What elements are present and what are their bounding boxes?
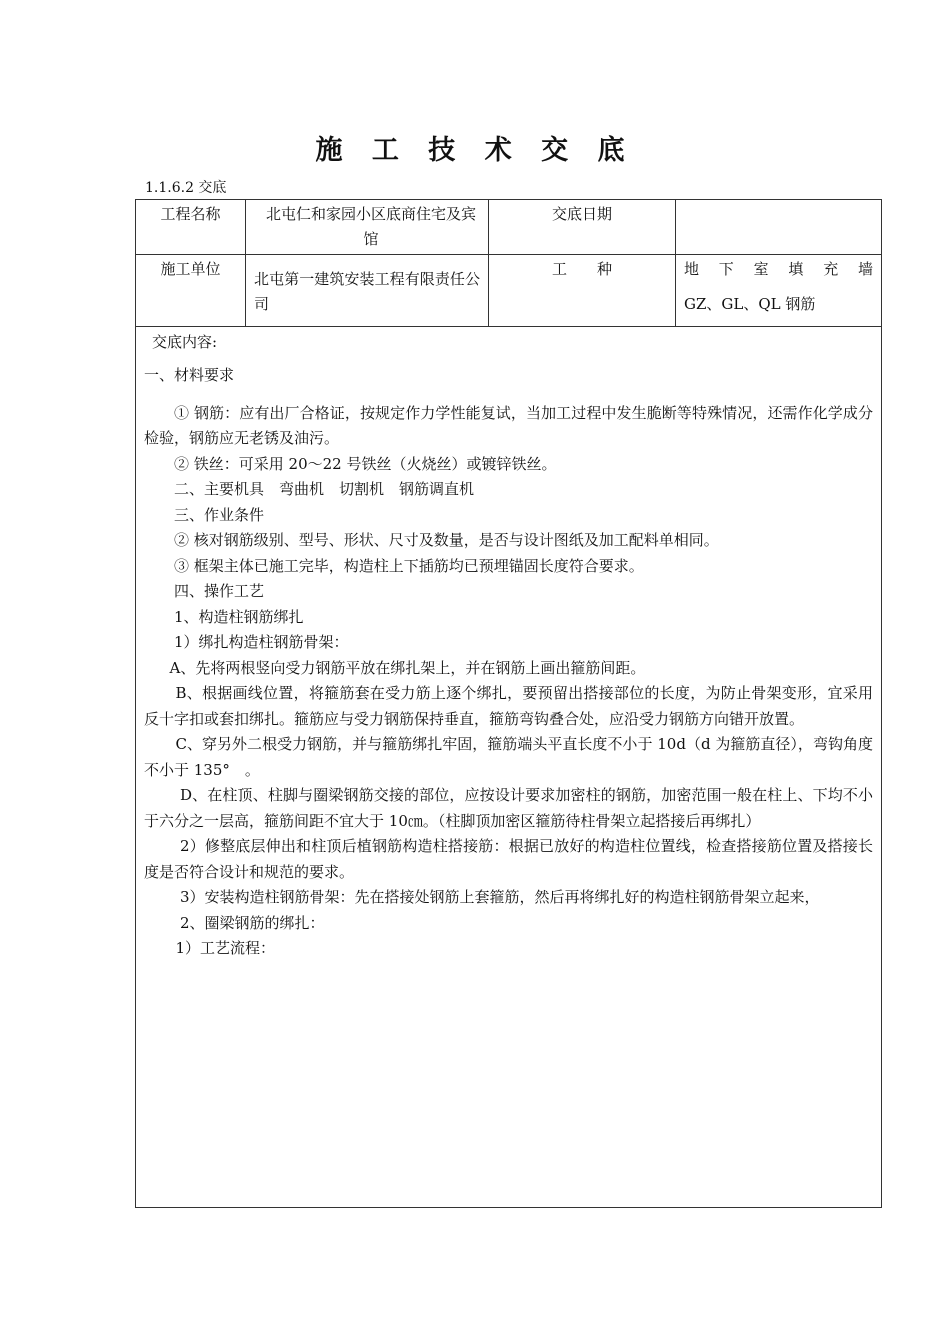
work-type-char: 下 xyxy=(718,260,734,278)
work-type-char: 填 xyxy=(788,260,804,278)
date-label: 交底日期 xyxy=(489,200,676,255)
content-paragraph: 3）安装构造柱钢筋骨架：先在搭接处钢筋上套箍筋，然后再将绑扎好的构造柱钢筋骨架立起来， xyxy=(180,888,820,906)
section-heading: 1、构造柱钢筋绑扎 xyxy=(174,607,304,626)
unit-row xyxy=(136,255,882,327)
work-type-char: 室 xyxy=(753,260,769,278)
section-heading: 一、材料要求 xyxy=(144,366,235,384)
content-paragraph: 1）绑扎构造柱钢筋骨架： xyxy=(174,633,349,651)
content-paragraph: B、根据画线位置，将箍筋套在受力筋上逐个绑扎，要预留出搭接部位的长度，为防止骨架变形，宜采用反十字扣或套扣绑扎。箍筋应与受力钢筋保持垂直，箍筋弯钩叠合处，应沿受力钢筋方向错开放置。 xyxy=(144,684,873,728)
work-type-label: 工 种 xyxy=(489,255,676,327)
content-paragraph: D、在柱顶、柱脚与圈梁钢筋交接的部位，应按设计要求加密柱的钢筋，加密范围一般在柱上、下均不小于六分之一层高，箍筋间距不宜大于 10㎝。（柱脚顶加密区箍筋待柱骨架立起搭接后再绑扎） xyxy=(144,786,873,830)
content-paragraph: 1）工艺流程： xyxy=(175,939,276,957)
work-type-line2: GZ、GL、QL 钢筋 xyxy=(684,295,816,313)
date-value xyxy=(676,200,882,255)
disclosure-form xyxy=(135,199,882,1208)
content-paragraph: ② 铁丝：可采用 20～22 号铁丝（火烧丝）或镀锌铁丝。 xyxy=(174,454,557,473)
content-heading: 交底内容: xyxy=(152,333,218,351)
work-type-char: 地 xyxy=(684,260,700,278)
document-number: 1.1.6.2 交底 xyxy=(145,180,227,196)
project-row xyxy=(136,200,882,255)
document-title: 施 工 技 术 交 底 xyxy=(315,135,635,166)
unit-label: 施工单位 xyxy=(136,255,246,327)
content-paragraph: ① 钢筋：应有出厂合格证，按规定作力学性能复试，当加工过程中发生脆断等特殊情况，还需作化学成分检验，钢筋应无老锈及油污。 xyxy=(144,403,873,447)
work-type-line1 xyxy=(684,257,873,282)
work-type-char: 充 xyxy=(823,260,839,278)
unit-value: 北屯第一建筑安装工程有限责任公司 xyxy=(246,255,489,327)
project-name-label: 工程名称 xyxy=(136,200,246,255)
content-paragraph: C、穿另外二根受力钢筋，并与箍筋绑扎牢固，箍筋端头平直长度不小于 10d（d 为箍筋直径），弯钩角度不小于 135° 。 xyxy=(144,735,873,779)
section-heading: 四、操作工艺 xyxy=(174,582,265,600)
section-heading: 三、作业条件 xyxy=(174,505,265,524)
content-paragraph: ② 核对钢筋级别、型号、形状、尺寸及数量，是否与设计图纸及加工配料单相同。 xyxy=(174,531,719,549)
content-cell xyxy=(136,327,882,1208)
content-paragraph: 2、圈梁钢筋的绑扎： xyxy=(180,913,325,932)
content-paragraph: A、先将两根竖向受力钢筋平放在绑扎架上，并在钢筋上画出箍筋间距。 xyxy=(169,658,646,677)
content-row xyxy=(136,327,882,1208)
work-type-value xyxy=(676,255,882,327)
project-name-value: 北屯仁和家园小区底商住宅及宾馆 xyxy=(246,200,489,255)
content-paragraph: ③ 框架主体已施工完毕，构造柱上下插筋均已预埋锚固长度符合要求。 xyxy=(174,556,644,575)
work-type-char: 墙 xyxy=(857,260,873,278)
section-heading: 二、主要机具 弯曲机 切割机 钢筋调直机 xyxy=(174,480,475,498)
content-paragraph: 2）修整底层伸出和柱顶后植钢筋构造柱搭接筋：根据已放好的构造柱位置线，检查搭接筋位置及搭接长度是否符合设计和规范的要求。 xyxy=(144,837,873,881)
